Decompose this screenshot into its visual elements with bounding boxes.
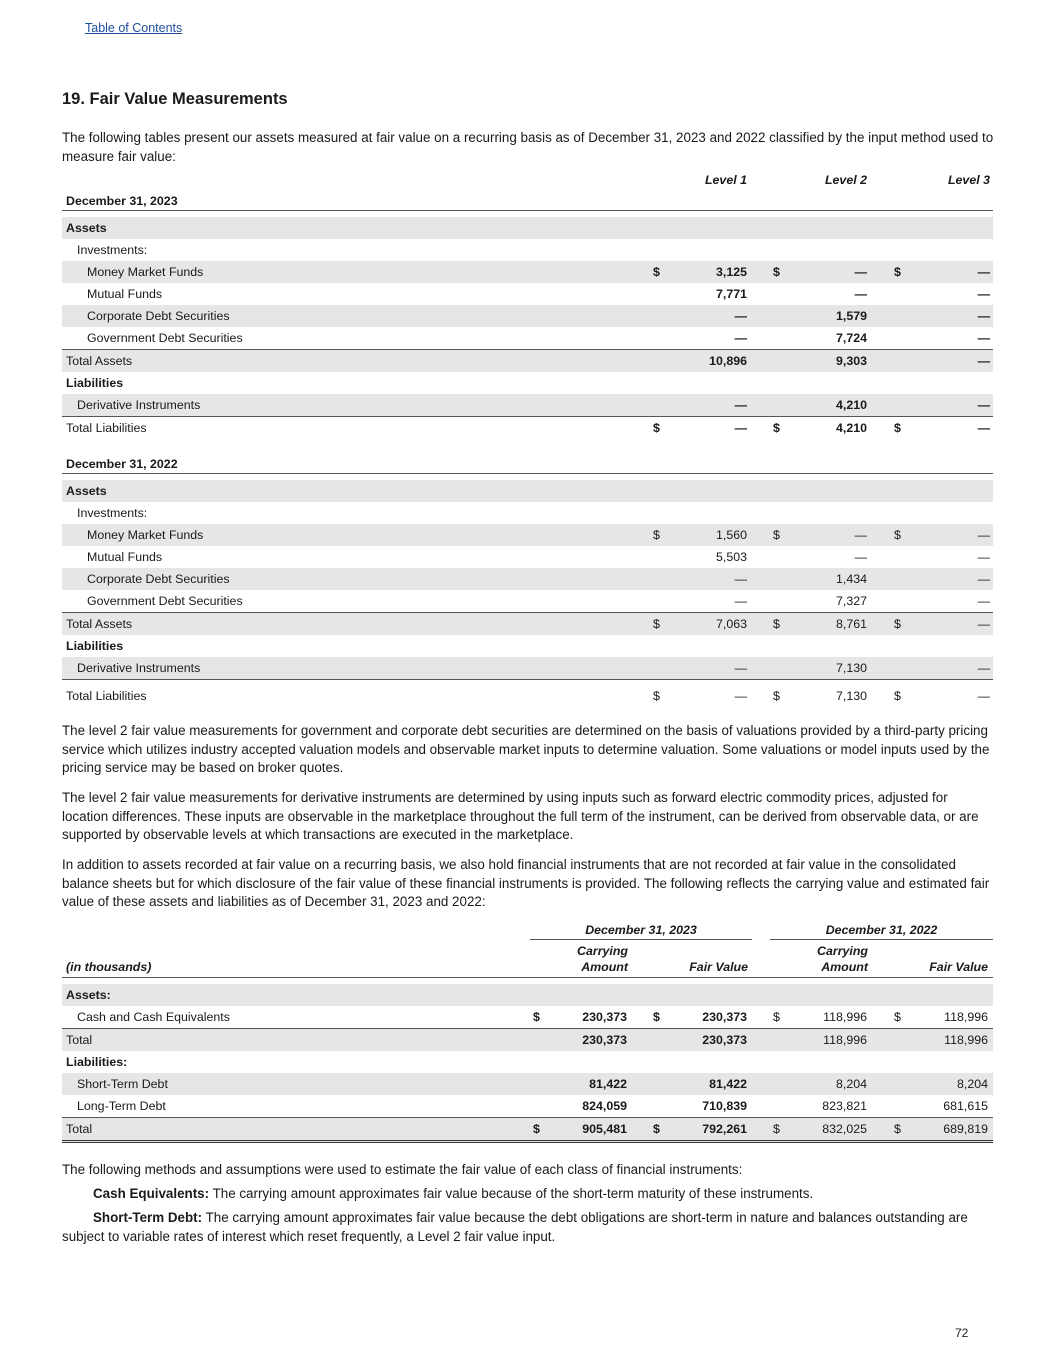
fair-2022-value: 689,819 xyxy=(943,1122,988,1136)
level-3-value: — xyxy=(977,309,990,323)
level-1-value: 7,771 xyxy=(715,287,747,301)
row-label: Cash and Cash Equivalents xyxy=(77,1010,230,1024)
total-row xyxy=(62,679,993,712)
carrying-2023-value: 905,481 xyxy=(582,1122,627,1136)
level-1-value: — xyxy=(734,331,747,345)
header-line: Carrying xyxy=(817,944,868,958)
investments-header xyxy=(62,502,993,524)
assets-header xyxy=(62,984,993,1006)
currency-symbol: $ xyxy=(894,617,901,631)
level-3-value: — xyxy=(977,398,990,412)
level-3-value: — xyxy=(977,265,990,279)
row-label: Investments: xyxy=(77,243,148,257)
header-line: Amount xyxy=(581,960,628,974)
row-label: Derivative Instruments xyxy=(77,661,201,675)
row-label: Assets: xyxy=(66,988,111,1002)
section-title: 19. Fair Value Measurements xyxy=(62,90,288,108)
level-1-value: 1,560 xyxy=(715,528,747,542)
carrying-2023-value: 230,373 xyxy=(582,1033,627,1047)
methods-intro: The following methods and assumptions were used to estimate the fair value of each class of financial instruments: xyxy=(62,1162,743,1177)
term-label: Short-Term Debt: xyxy=(93,1210,203,1225)
level-1-value: 5,503 xyxy=(715,550,747,564)
currency-symbol: $ xyxy=(653,1122,660,1136)
assets-header xyxy=(62,480,993,502)
currency-symbol: $ xyxy=(773,528,780,542)
level-2-value: — xyxy=(854,265,867,279)
liabilities-header xyxy=(62,1051,993,1073)
total-row xyxy=(62,1117,993,1143)
fair-2023-value: 230,373 xyxy=(702,1010,747,1024)
carrying-2022-value: 118,996 xyxy=(823,1010,867,1024)
total-row xyxy=(62,349,993,372)
table-row xyxy=(62,1073,993,1095)
table-row xyxy=(62,283,993,305)
table-row xyxy=(62,261,993,283)
group-header-2023: December 31, 2023 xyxy=(585,923,697,937)
currency-symbol: $ xyxy=(894,528,901,542)
header-line: Amount xyxy=(821,960,868,974)
level2-debt-paragraph: The level 2 fair value measurements for government and corporate debt securities are determined on the basis of valuations provided by a third-party pricing service which utilizes industry accepted valuation models and observable market inputs to determine valuation. Some valuations or model inputs used by the pricing service may be based on broker quotes. xyxy=(62,723,990,775)
carrying-2022-value: 823,821 xyxy=(822,1099,867,1113)
level-1-value: — xyxy=(734,689,747,703)
row-label: Short-Term Debt xyxy=(77,1077,168,1091)
table-row xyxy=(62,590,993,612)
short-term-debt-paragraph xyxy=(62,1209,997,1246)
level-1-value: — xyxy=(734,309,747,323)
level-2-value: 7,130 xyxy=(835,689,867,703)
level-1-value: — xyxy=(734,398,747,412)
row-label: Liabilities: xyxy=(66,1055,128,1069)
level-2-value: 4,210 xyxy=(835,421,867,435)
row-label: Corporate Debt Securities xyxy=(87,572,230,586)
fair-2022-value: 681,615 xyxy=(943,1099,988,1113)
total-row xyxy=(62,416,993,439)
date-header-2023 xyxy=(62,190,993,211)
carrying-amount-header xyxy=(782,943,868,975)
level-2-value: 7,327 xyxy=(835,594,867,608)
currency-symbol: $ xyxy=(773,689,780,703)
row-label: Government Debt Securities xyxy=(87,331,243,345)
row-label: Assets xyxy=(66,221,107,235)
table-row xyxy=(62,1006,993,1028)
currency-symbol: $ xyxy=(653,421,660,435)
level-1-value: — xyxy=(734,572,747,586)
level-2-value: 4,210 xyxy=(835,398,867,412)
table-row xyxy=(62,394,993,416)
level-3-value: — xyxy=(977,689,990,703)
level-2-value: 7,130 xyxy=(835,661,867,675)
non-recurring-paragraph: In addition to assets recorded at fair value on a recurring basis, we also hold financial instruments that are not recorded at fair value in the consolidated balance sheets but for which disclosure of the fair value of these financial instruments is provided. The following reflects the carrying value and estimated fair value of these assets and liabilities as of December 31, 2023 and 2022: xyxy=(62,857,990,909)
row-label: Money Market Funds xyxy=(87,528,204,542)
currency-symbol: $ xyxy=(533,1010,540,1024)
row-label: Total Assets xyxy=(66,354,133,368)
level-2-value: 1,579 xyxy=(835,309,867,323)
row-label: Government Debt Securities xyxy=(87,594,243,608)
table-row xyxy=(62,546,993,568)
level-3-value: — xyxy=(977,550,990,564)
currency-symbol: $ xyxy=(653,1010,660,1024)
investments-header xyxy=(62,239,993,261)
level-2-value: 1,434 xyxy=(835,572,867,586)
col-level-1: Level 1 xyxy=(704,173,747,187)
row-label: Total xyxy=(66,1122,93,1136)
level2-derivative-paragraph: The level 2 fair value measurements for derivative instruments are determined by using inputs such as forward electric commodity prices, adjusted for location differences. These inputs are observable in the marketplace throughout the full term of the instrument, can be derived from observable data, or are supported by observable levels at which transactions are executed in the marketplace. xyxy=(62,790,979,842)
currency-symbol: $ xyxy=(773,421,780,435)
table-row xyxy=(62,657,993,679)
total-row xyxy=(62,1028,993,1051)
table-row xyxy=(62,1095,993,1117)
level-3-value: — xyxy=(977,287,990,301)
level-3-value: — xyxy=(977,331,990,345)
carrying-2023-value: 824,059 xyxy=(582,1099,627,1113)
fair-2023-value: 792,261 xyxy=(702,1122,747,1136)
level-1-value: — xyxy=(734,421,747,435)
date-label: December 31, 2023 xyxy=(66,194,178,208)
level-3-value: — xyxy=(977,661,990,675)
unit-label: (in thousands) xyxy=(66,960,152,974)
date-label: December 31, 2022 xyxy=(66,457,178,471)
carrying-amount-header xyxy=(542,943,628,975)
row-label: Total xyxy=(66,1033,93,1047)
cash-equivalents-paragraph xyxy=(62,1185,997,1204)
currency-symbol: $ xyxy=(773,1122,780,1136)
term-label: Cash Equivalents: xyxy=(93,1186,210,1201)
page-number: 72 xyxy=(955,1326,969,1340)
row-label: Total Liabilities xyxy=(66,421,147,435)
carrying-2022-value: 8,204 xyxy=(835,1077,867,1091)
total-row xyxy=(62,612,993,635)
fair-2022-value: 118,996 xyxy=(944,1010,988,1024)
level-2-value: — xyxy=(854,287,867,301)
currency-symbol: $ xyxy=(894,421,901,435)
group-header-2022: December 31, 2022 xyxy=(825,923,938,937)
level-1-value: 7,063 xyxy=(715,617,747,631)
currency-symbol: $ xyxy=(894,689,901,703)
currency-symbol: $ xyxy=(533,1122,540,1136)
fair-2023-value: 230,373 xyxy=(702,1033,747,1047)
date-header-2022 xyxy=(62,453,993,474)
table-header xyxy=(62,171,993,190)
currency-symbol: $ xyxy=(773,265,780,279)
row-label: Total Liabilities xyxy=(66,689,147,703)
currency-symbol: $ xyxy=(653,528,660,542)
fair-2023-value: 710,839 xyxy=(702,1099,747,1113)
level-1-value: — xyxy=(734,661,747,675)
currency-symbol: $ xyxy=(894,1122,901,1136)
table-row xyxy=(62,524,993,546)
level-3-value: — xyxy=(977,617,990,631)
level-2-value: — xyxy=(854,550,867,564)
liabilities-header xyxy=(62,372,993,394)
currency-symbol: $ xyxy=(653,265,660,279)
level-3-value: — xyxy=(977,594,990,608)
col-level-3: Level 3 xyxy=(947,173,990,187)
currency-symbol: $ xyxy=(653,617,660,631)
row-label: Liabilities xyxy=(66,376,124,390)
row-label: Long-Term Debt xyxy=(77,1099,166,1113)
liabilities-header xyxy=(62,635,993,657)
table-row xyxy=(62,305,993,327)
level-2-value: 9,303 xyxy=(835,354,867,368)
level-2-value: — xyxy=(854,528,867,542)
carrying-2022-value: 832,025 xyxy=(822,1122,867,1136)
currency-symbol: $ xyxy=(773,617,780,631)
row-label: Assets xyxy=(66,484,107,498)
table-of-contents-link[interactable]: Table of Contents xyxy=(85,21,183,35)
term-text: The carrying amount approximates fair value because of the short-term maturity of these instruments. xyxy=(209,1186,814,1201)
level-3-value: — xyxy=(977,421,990,435)
level-1-value: — xyxy=(734,594,747,608)
level-3-value: — xyxy=(977,354,990,368)
currency-symbol: $ xyxy=(894,1010,901,1024)
row-label: Money Market Funds xyxy=(87,265,204,279)
level-3-value: — xyxy=(977,572,990,586)
level-2-value: 8,761 xyxy=(835,617,867,631)
group-underline xyxy=(530,939,752,940)
level-1-value: 3,125 xyxy=(715,265,747,279)
row-label: Derivative Instruments xyxy=(77,398,201,412)
row-label: Total Assets xyxy=(66,617,133,631)
fair-2022-value: 118,996 xyxy=(944,1033,988,1047)
row-label: Corporate Debt Securities xyxy=(87,309,230,323)
level-1-value: 10,896 xyxy=(709,354,747,368)
fair-value-header: Fair Value xyxy=(689,960,748,974)
fair-2022-value: 8,204 xyxy=(956,1077,988,1091)
group-underline xyxy=(770,939,993,940)
row-label: Liabilities xyxy=(66,639,124,653)
row-label: Mutual Funds xyxy=(87,550,163,564)
table-row xyxy=(62,568,993,590)
level-3-value: — xyxy=(977,528,990,542)
table-row xyxy=(62,327,993,349)
carrying-2023-value: 81,422 xyxy=(589,1077,627,1091)
assets-header xyxy=(62,217,993,239)
fair-value-header: Fair Value xyxy=(929,960,988,974)
intro-paragraph: The following tables present our assets measured at fair value on a recurring basis as of December 31, 2023 and 2022 classified by the input method used to measure fair value: xyxy=(62,130,994,164)
row-label: Mutual Funds xyxy=(87,287,163,301)
header-line: Carrying xyxy=(577,944,628,958)
term-text: The carrying amount approximates fair value because the debt obligations are short-term in nature and balances outstanding are subject to variable rates of interest which reset frequently, a Level 2 fair value input. xyxy=(62,1210,968,1244)
carrying-2022-value: 118,996 xyxy=(823,1033,867,1047)
level-2-value: 7,724 xyxy=(835,331,867,345)
currency-symbol: $ xyxy=(773,1010,780,1024)
carrying-2023-value: 230,373 xyxy=(582,1010,627,1024)
row-label: Investments: xyxy=(77,506,148,520)
currency-symbol: $ xyxy=(653,689,660,703)
fair-value-table xyxy=(62,171,993,712)
carrying-value-body xyxy=(62,977,993,1143)
fair-2023-value: 81,422 xyxy=(709,1077,747,1091)
col-level-2: Level 2 xyxy=(824,173,867,187)
currency-symbol: $ xyxy=(894,265,901,279)
